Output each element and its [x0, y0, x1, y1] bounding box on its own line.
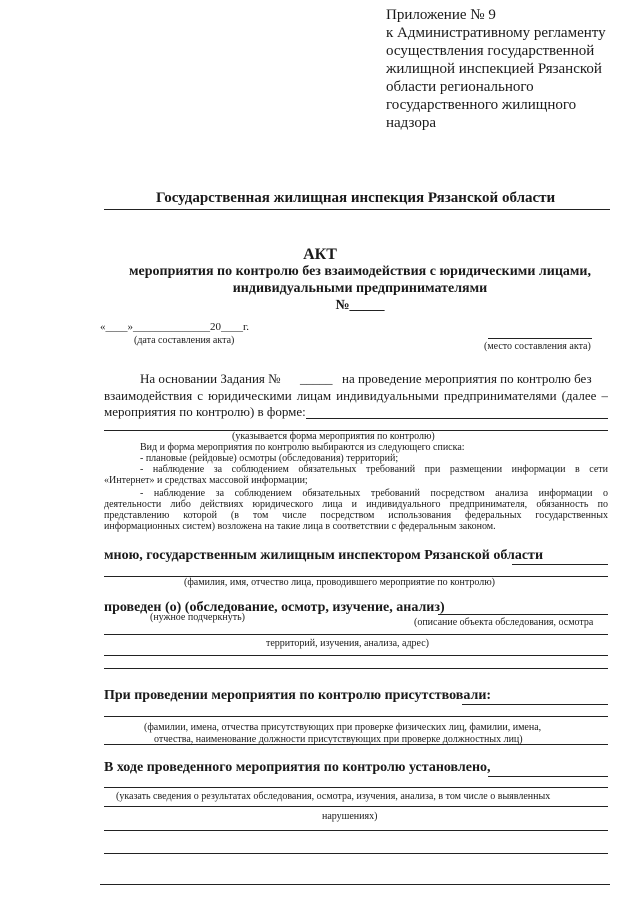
present-caption-2: отчества, наименование должности присутствующих при проверке должностных лиц)	[154, 734, 523, 745]
object-caption-2: территорий, изучения, анализа, адрес)	[266, 638, 429, 649]
inspector-input-line	[512, 564, 608, 565]
appendix-line: надзора	[386, 115, 436, 131]
forms-note-line: Вид и форма мероприятия по контролю выбираются из следующего списка:	[140, 442, 465, 453]
forms-note-line: - наблюдение за соблюдением обязательных требований посредством анализа информации о	[140, 488, 608, 499]
conducted-input-line	[438, 614, 608, 615]
object-caption: (описание объекта обследования, осмотра	[414, 617, 594, 628]
conducted-label: проведен (о) (обследование, осмотр, изучение, анализ)	[104, 600, 445, 615]
established-caption-2: нарушениях)	[322, 811, 378, 822]
forms-note-line: - плановые (рейдовые) осмотры (обследования) территорий;	[140, 453, 399, 464]
established-label: В ходе проведенного мероприятия по контролю установлено,	[104, 760, 491, 775]
place-line	[488, 338, 592, 339]
present-input-line	[462, 704, 608, 705]
intro-line1-left: На основании Задания №	[140, 371, 281, 386]
forms-note-line: информационных систем) возложена на такие лица в соответствии с федеральным законом.	[104, 521, 496, 532]
intro-line1-right: на проведение мероприятия по контролю без	[342, 371, 592, 386]
established-input-line-3	[104, 806, 608, 807]
forms-note-line: представлению которой (в том числе посредством использования федеральных государственных	[104, 510, 608, 521]
intro-line2: взаимодействия с юридическими лицам индивидуальными предпринимателями (далее –	[104, 388, 608, 403]
present-label: При проведении мероприятия по контролю присутствовали:	[104, 688, 492, 703]
established-input-line	[488, 776, 608, 777]
place-caption: (место составления акта)	[484, 341, 591, 352]
forms-note-line: «Интернет» и средствах массовой информации;	[104, 475, 308, 486]
intro-line3: мероприятия по контролю) в форме:	[104, 404, 306, 419]
inspector-caption: (фамилия, имя, отчество лица, проводившего мероприятие по контролю)	[184, 577, 496, 588]
act-subtitle-line2: индивидуальными предпринимателями	[232, 281, 488, 296]
appendix-line: государственного жилищного	[386, 97, 577, 113]
date-caption: (дата составления акта)	[134, 335, 235, 346]
present-input-line-2	[104, 716, 608, 717]
act-number: №_____	[335, 298, 385, 313]
organization-name: Государственная жилищная инспекция Рязанской области	[156, 190, 556, 206]
appendix-line: осуществления государственной	[386, 43, 595, 59]
appendix-line: области регионального	[386, 79, 534, 95]
established-input-line-4	[104, 830, 608, 831]
intro-line1-blank: _____	[300, 371, 333, 386]
established-caption-1: (указать сведения о результатах обследования, осмотра, изучения, анализа, в том числе о выявленных	[116, 791, 551, 802]
conducted-input-line-4	[104, 668, 608, 669]
inspector-label: мною, государственным жилищным инспектором Рязанской области	[104, 548, 544, 563]
established-input-line-2	[104, 787, 608, 788]
form-input-line	[306, 418, 608, 419]
underline-caption: (нужное подчеркнуть)	[150, 612, 245, 623]
appendix-line: к Административному регламенту	[386, 25, 606, 41]
appendix-line: жилищной инспекцией Рязанской	[386, 61, 602, 77]
date-line: «____»______________20____г.	[100, 321, 250, 333]
forms-note-line: деятельности либо действиях юридического лица и индивидуального предпринимателя, обязанность по	[104, 499, 608, 510]
present-input-line-3	[104, 744, 608, 745]
act-title: АКТ	[303, 246, 337, 263]
conducted-input-line-2	[104, 634, 608, 635]
act-subtitle-line1: мероприятия по контролю без взаимодействия с юридическими лицами,	[128, 264, 591, 279]
organization-underline	[104, 209, 610, 210]
conducted-input-line-3	[104, 655, 608, 656]
appendix-line: Приложение № 9	[386, 7, 496, 23]
forms-note-line: - наблюдение за соблюдением обязательных требований при размещении информации в сети	[140, 464, 608, 475]
established-input-line-6	[100, 884, 610, 885]
present-caption-1: (фамилии, имена, отчества присутствующих при проверке физических лиц, фамилии, имена,	[144, 722, 542, 733]
appendix-block	[386, 6, 626, 132]
form-caption: (указывается форма мероприятия по контролю)	[232, 431, 435, 442]
established-input-line-5	[104, 853, 608, 854]
